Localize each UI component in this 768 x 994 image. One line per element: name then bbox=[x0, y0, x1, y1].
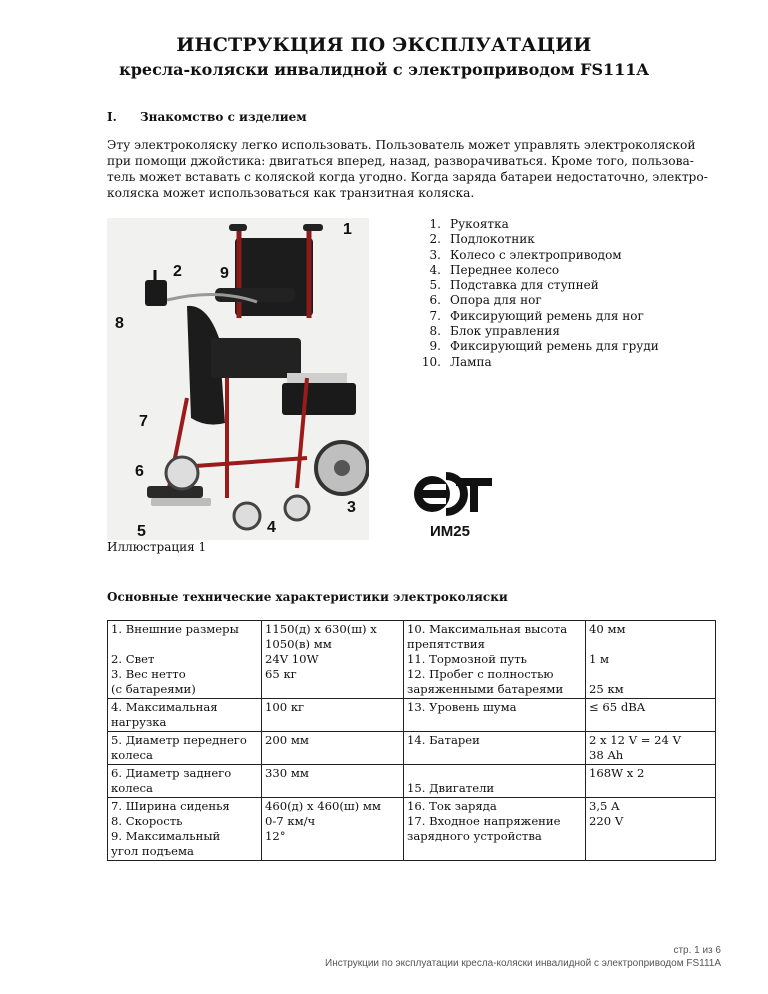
cell-line bbox=[589, 829, 712, 844]
cell-line: 1150(д) x 630(ш) x bbox=[265, 622, 377, 636]
cell-line: заряженными батареями bbox=[407, 682, 564, 696]
cell-line: 6. Диаметр заднего bbox=[111, 766, 232, 780]
cell-line: 14. Батареи bbox=[407, 733, 480, 747]
cell-line: 17. Входное напряжение bbox=[407, 814, 561, 828]
cell-line bbox=[111, 637, 258, 652]
rst-mark-icon bbox=[410, 470, 496, 542]
spec-value-cell bbox=[262, 621, 404, 699]
spec-value-cell bbox=[586, 621, 716, 699]
cell-line: 13. Уровень шума bbox=[407, 700, 517, 714]
spec-name-cell bbox=[108, 798, 262, 861]
spec-name-cell bbox=[404, 732, 586, 765]
marker-7: 7 bbox=[139, 413, 148, 430]
list-item: 3. Колесо с электроприводом bbox=[429, 247, 622, 262]
wheelchair-photo bbox=[107, 218, 369, 540]
cell-line: 7. Ширина сиденья bbox=[111, 799, 230, 813]
page-title: ИНСТРУКЦИЯ ПО ЭКСПЛУАТАЦИИ bbox=[176, 34, 592, 56]
cell-line: 4. Максимальная bbox=[111, 700, 218, 714]
list-item: 5. Подставка для ступней bbox=[429, 278, 599, 293]
spec-name-cell bbox=[404, 699, 586, 732]
spec-value-cell bbox=[586, 699, 716, 732]
cell-line: 460(д) x 460(ш) мм bbox=[265, 799, 381, 813]
spec-value-cell bbox=[586, 798, 716, 861]
cell-line bbox=[407, 715, 582, 730]
wheelchair-illustration bbox=[107, 218, 369, 540]
cell-line bbox=[589, 781, 712, 796]
specs-title: Основные технические характеристики электроколяски bbox=[107, 590, 508, 604]
table-row bbox=[108, 732, 716, 765]
cell-line: 1. Внешние размеры bbox=[111, 622, 239, 636]
spec-value-cell bbox=[586, 765, 716, 798]
cell-line: нагрузка bbox=[111, 715, 167, 729]
page-subtitle: кресла-коляски инвалидной с электроприводом FS111A bbox=[119, 60, 649, 79]
spec-name-cell bbox=[404, 798, 586, 861]
table-row bbox=[108, 765, 716, 798]
cell-line: 2. Свет bbox=[111, 652, 155, 666]
intro-line: тель может вставать с коляской когда угодно. Когда заряда батареи недостаточно, электро- bbox=[107, 170, 708, 184]
figure-caption: Иллюстрация 1 bbox=[107, 540, 207, 554]
cell-line bbox=[265, 844, 400, 859]
marker-2: 2 bbox=[173, 263, 182, 280]
cell-line: 8. Скорость bbox=[111, 814, 183, 828]
table-row bbox=[108, 798, 716, 861]
table-row bbox=[108, 621, 716, 699]
list-item: 6. Опора для ног bbox=[429, 293, 542, 308]
cell-line: 1 м bbox=[589, 652, 610, 666]
marker-3: 3 bbox=[347, 499, 356, 516]
cell-line: 0-7 км/ч bbox=[265, 814, 316, 828]
footer-document-title: Инструкции по эксплуатации кресла-коляски инвалидной с электроприводом FS111A bbox=[325, 958, 721, 969]
cell-line: 2 x 12 V = 24 V bbox=[589, 733, 681, 747]
spec-value-cell bbox=[586, 732, 716, 765]
spec-value-cell bbox=[262, 765, 404, 798]
cell-line bbox=[265, 748, 400, 763]
cell-line bbox=[407, 844, 582, 859]
cell-line bbox=[589, 637, 712, 652]
cell-line: 330 мм bbox=[265, 766, 309, 780]
cell-line: 65 кг bbox=[265, 667, 297, 681]
cell-line: 1050(в) мм bbox=[265, 637, 332, 651]
list-item: 8. Блок управления bbox=[429, 324, 560, 339]
cell-line bbox=[407, 766, 582, 781]
cell-line bbox=[589, 667, 712, 682]
cell-line: 168W x 2 bbox=[589, 766, 645, 780]
cell-line: 38 Ah bbox=[589, 748, 624, 762]
cell-line bbox=[265, 715, 400, 730]
intro-line: при помощи джойстика: двигаться вперед, назад, разворачиваться. Кроме того, пользова- bbox=[107, 154, 694, 168]
cell-line: колеса bbox=[111, 781, 153, 795]
section-heading bbox=[107, 110, 307, 124]
cell-line: угол подъема bbox=[111, 844, 194, 858]
parts-list bbox=[416, 217, 659, 370]
marker-6: 6 bbox=[135, 463, 144, 480]
spec-value-cell bbox=[262, 798, 404, 861]
list-item: 10. Лампа bbox=[421, 354, 492, 369]
cell-line: 12° bbox=[265, 829, 286, 843]
list-item: 4. Переднее колесо bbox=[429, 262, 560, 277]
list-item: 9. Фиксирующий ремень для груди bbox=[429, 339, 659, 354]
spec-name-cell bbox=[108, 699, 262, 732]
cell-line: 10. Максимальная высота bbox=[407, 622, 568, 636]
marker-9: 9 bbox=[220, 265, 229, 282]
cell-line: 11. Тормозной путь bbox=[407, 652, 527, 666]
cell-line bbox=[265, 781, 400, 796]
spec-value-cell bbox=[262, 699, 404, 732]
cell-line bbox=[407, 748, 582, 763]
cell-line: 24V 10W bbox=[265, 652, 319, 666]
spec-name-cell bbox=[108, 765, 262, 798]
cell-line: 5. Диаметр переднего bbox=[111, 733, 247, 747]
cell-line: препятствия bbox=[407, 637, 485, 651]
cell-line bbox=[589, 715, 712, 730]
marker-1: 1 bbox=[343, 221, 352, 238]
cell-line: зарядного устройства bbox=[407, 829, 542, 843]
cell-line bbox=[589, 844, 712, 859]
section-number: I. bbox=[107, 110, 117, 124]
spec-name-cell bbox=[404, 765, 586, 798]
intro-line: Эту электроколяску легко использовать. Пользователь может управлять электроколяской bbox=[107, 138, 696, 152]
cell-line: 25 км bbox=[589, 682, 624, 696]
table-row bbox=[108, 699, 716, 732]
specs-table bbox=[107, 620, 716, 861]
spec-name-cell bbox=[108, 732, 262, 765]
cell-line: 9. Максимальный bbox=[111, 829, 221, 843]
cell-line: 12. Пробег с полностью bbox=[407, 667, 554, 681]
cell-line: 220 V bbox=[589, 814, 624, 828]
list-item: 2. Подлокотник bbox=[429, 232, 535, 247]
intro-line: коляска может использоваться как транзитная коляска. bbox=[107, 186, 475, 200]
footer-page-number: стр. 1 из 6 bbox=[673, 945, 721, 956]
section-title: Знакомство с изделием bbox=[140, 110, 307, 124]
cell-line: 3. Вес нетто bbox=[111, 667, 186, 681]
cell-line: 16. Ток заряда bbox=[407, 799, 497, 813]
certification-code: ИМ25 bbox=[430, 523, 470, 540]
spec-name-cell bbox=[404, 621, 586, 699]
marker-8: 8 bbox=[115, 315, 124, 332]
spec-name-cell bbox=[108, 621, 262, 699]
cell-line bbox=[265, 682, 400, 697]
cell-line: 100 кг bbox=[265, 700, 305, 714]
marker-5: 5 bbox=[137, 523, 146, 540]
cell-line: 40 мм bbox=[589, 622, 626, 636]
spec-value-cell bbox=[262, 732, 404, 765]
cell-line: (с батареями) bbox=[111, 682, 196, 696]
certification-logo bbox=[410, 470, 496, 542]
cell-line: 200 мм bbox=[265, 733, 309, 747]
list-item: 7. Фиксирующий ремень для ног bbox=[429, 308, 644, 323]
cell-line: колеса bbox=[111, 748, 153, 762]
cell-line: ≤ 65 dBA bbox=[589, 700, 646, 714]
marker-4: 4 bbox=[267, 519, 276, 536]
list-item: 1. Рукоятка bbox=[429, 217, 509, 231]
cell-line: 15. Двигатели bbox=[407, 781, 495, 795]
intro-paragraph bbox=[107, 137, 719, 201]
cell-line: 3,5 A bbox=[589, 799, 620, 813]
